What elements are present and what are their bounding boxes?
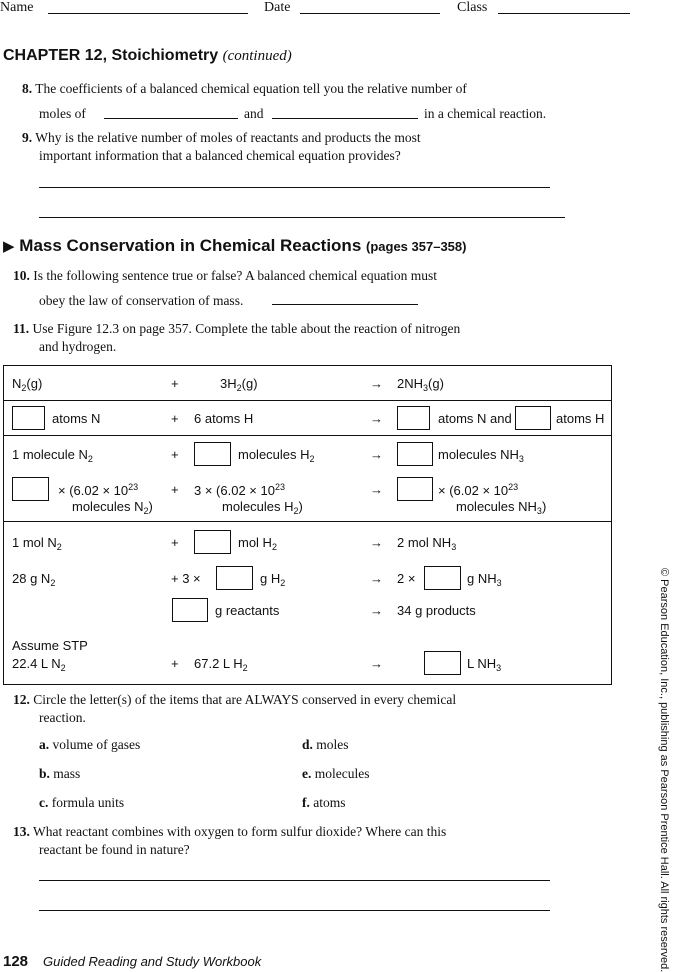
- nh3-avogadro-box[interactable]: [397, 477, 433, 501]
- date-field[interactable]: [300, 13, 440, 14]
- question-9: 9. Why is the relative number of moles of reactants and products the most: [22, 130, 421, 145]
- option-b[interactable]: b. mass: [39, 766, 81, 781]
- option-a[interactable]: a. volume of gases: [39, 737, 141, 752]
- molecules-h2-label-2: molecules $H_2$): [222, 499, 303, 516]
- copyright-notice: © Pearson Education, Inc., publishing as Pearson Prentice Hall. All rights reserved.: [658, 568, 670, 972]
- n2-gas: $N_2(g)$: [12, 376, 43, 393]
- atoms-n-label: atoms N: [52, 411, 101, 426]
- one-mol-n2: 1 mol $N_2$: [12, 535, 62, 552]
- molecules-h2-box[interactable]: [194, 442, 231, 466]
- plus-sign: +: [171, 656, 179, 671]
- g-nh3-box[interactable]: [424, 566, 461, 590]
- plus-sign: +: [171, 411, 179, 426]
- q8-blank-2[interactable]: [272, 118, 418, 119]
- g-reactants-label: g reactants: [215, 603, 280, 618]
- nh3-avogadro: × ($6.02 \times 10^{23}$: [438, 482, 519, 498]
- arrow: →: [370, 482, 383, 497]
- product-atoms-h-box[interactable]: [515, 406, 551, 430]
- question-11: 11. Use Figure 12.3 on page 357. Complete the table about the reaction of nitrogen: [13, 321, 461, 336]
- arrow: →: [370, 603, 383, 618]
- l-nh3-box[interactable]: [424, 651, 461, 675]
- six-atoms-h: 6 atoms H: [194, 411, 254, 426]
- l-nh3-label: L $NH_3$: [467, 656, 502, 673]
- plus-sign: +: [171, 376, 179, 391]
- g-h2-label: g $H_2$: [260, 571, 286, 588]
- one-molecule-n2: 1 molecule $N_2$: [12, 447, 93, 464]
- option-c[interactable]: c. formula units: [39, 795, 125, 810]
- reaction-table: [3, 365, 612, 685]
- 22-4-l-n2: 22.4 L $N_2$: [12, 656, 66, 673]
- 67-2-l-h2: 67.2 L $H_2$: [194, 656, 248, 673]
- atoms-h-label: atoms H: [556, 411, 605, 426]
- molecules-nh3-label: molecules $NH_3$: [438, 447, 524, 464]
- molecules-nh3-box[interactable]: [397, 442, 433, 466]
- two-times: 2 ×: [397, 571, 416, 586]
- n2-avogadro-box[interactable]: [12, 477, 49, 501]
- mol-h2-label: mol $H_2$: [238, 535, 277, 552]
- chapter-title: CHAPTER 12, Stoichiometry (continued): [3, 47, 292, 64]
- q13-line2: reactant be found in nature?: [39, 842, 190, 857]
- g-nh3-label: g $NH_3$: [467, 571, 502, 588]
- 28g-n2: 28 g $N_2$: [12, 571, 56, 588]
- plus-sign: +: [171, 447, 179, 462]
- atoms-n-and-label: atoms N and: [438, 411, 512, 426]
- q13-answer-line-1[interactable]: [39, 880, 550, 881]
- option-e[interactable]: e. molecules: [302, 766, 370, 781]
- class-label: Class: [457, 0, 488, 15]
- section-heading: ▶ Mass Conservation in Chemical Reactions (pages 357–358): [3, 236, 467, 255]
- q13-answer-line-2[interactable]: [39, 910, 550, 911]
- question-8: 8. The coefficients of a balanced chemical equation tell you the relative number of: [22, 81, 467, 96]
- q9-answer-line-2[interactable]: [39, 217, 565, 218]
- plus-three-times: + 3 ×: [171, 571, 201, 586]
- molecules-n2-label: molecules $N_2$): [72, 499, 153, 516]
- q9-line2: important information that a balanced chemical equation provides?: [39, 148, 401, 163]
- h2-avogadro: $3 \times (6.02 \times 10^{23}$: [194, 482, 285, 498]
- g-reactants-box[interactable]: [172, 598, 208, 622]
- arrow: →: [370, 571, 383, 586]
- q10-answer-blank[interactable]: [272, 304, 418, 305]
- atoms-n-box[interactable]: [12, 406, 45, 430]
- option-f[interactable]: f. atoms: [302, 795, 346, 810]
- arrow: →: [370, 656, 383, 671]
- nh3-gas: $2NH_3(g)$: [397, 376, 444, 393]
- arrow: →: [370, 411, 383, 426]
- arrow: →: [370, 447, 383, 462]
- triangle-icon: ▶: [3, 238, 15, 255]
- page-number: 128: [3, 953, 29, 970]
- n2-avogadro: × ($6.02 \times 10^{23}$: [58, 482, 139, 498]
- product-atoms-n-box[interactable]: [397, 406, 430, 430]
- molecules-h2-label: molecules $H_2$: [238, 447, 315, 464]
- q12-line2: reaction.: [39, 710, 86, 725]
- q8-blank-1[interactable]: [104, 118, 238, 119]
- question-12: 12. Circle the letter(s) of the items that are ALWAYS conserved in every chemical: [13, 692, 457, 707]
- mol-h2-box[interactable]: [194, 530, 231, 554]
- q8-and: and: [244, 106, 264, 121]
- question-13: 13. What reactant combines with oxygen to form sulfur dioxide? Where can this: [13, 824, 447, 839]
- q11-line2: and hydrogen.: [39, 339, 117, 354]
- plus-sign: +: [171, 535, 179, 550]
- question-10: 10. Is the following sentence true or false? A balanced chemical equation must: [13, 268, 437, 283]
- arrow: →: [370, 376, 383, 391]
- h2-gas: $3H_2(g)$: [220, 376, 258, 393]
- 34g-products: 34 g products: [397, 603, 476, 618]
- q9-answer-line-1[interactable]: [39, 187, 550, 188]
- q8-end: in a chemical reaction.: [424, 106, 547, 121]
- molecules-nh3-label-2: molecules $NH_3$): [456, 499, 547, 516]
- g-h2-box[interactable]: [216, 566, 253, 590]
- date-label: Date: [264, 0, 291, 15]
- plus-sign: +: [171, 482, 179, 497]
- class-field[interactable]: [498, 13, 630, 14]
- assume-stp: Assume STP: [12, 638, 88, 653]
- q10-line2: obey the law of conservation of mass.: [39, 293, 244, 308]
- name-field[interactable]: [48, 13, 248, 14]
- name-label: Name: [0, 0, 34, 15]
- option-d[interactable]: d. moles: [302, 737, 349, 752]
- q8-line2: moles of: [39, 106, 86, 121]
- book-title: Guided Reading and Study Workbook: [43, 954, 262, 969]
- two-mol-nh3: 2 mol $NH_3$: [397, 535, 457, 552]
- arrow: →: [370, 535, 383, 550]
